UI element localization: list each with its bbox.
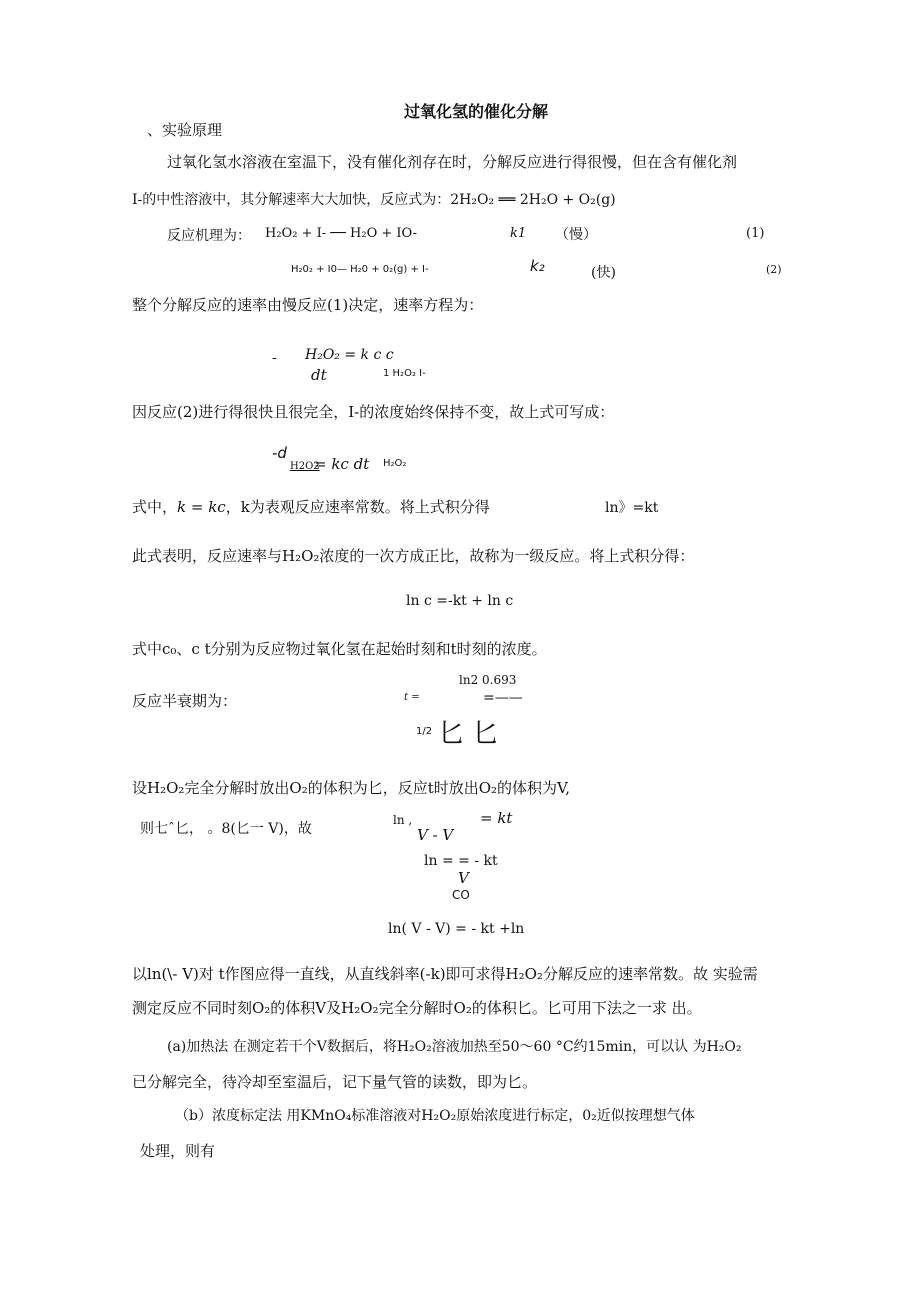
mechanism-label: 反应机理为： — [167, 228, 251, 244]
rate-eq-dt: dt — [311, 366, 327, 384]
section-heading: 、实验原理 — [147, 121, 223, 139]
paragraph-line: 因反应(2)进行得很快且很完全，I-的浓度始终保持不变，故上式可写成： — [132, 403, 615, 421]
formula-keq: k = kc — [177, 498, 226, 516]
rate-eq-minus: - — [272, 350, 277, 366]
half-life-t: t = — [404, 692, 420, 703]
half-life-glyphs: 匕 匕 — [438, 719, 499, 749]
page-title: 过氧化氢的催化分解 — [404, 102, 549, 121]
then-text: 则七ˆ匕， 。8(匕一 V)，故 — [140, 821, 312, 837]
eq3-d: -d — [272, 444, 287, 462]
rate-constant-k2: k₂ — [530, 257, 545, 275]
paragraph-line: 以ln(\- V)对 t作图应得一直线，从直线斜率(-k)即可求得H₂O₂分解反应的速率常数。故 实验需 — [132, 965, 758, 983]
eq3-subscript: H2O2 — [290, 461, 320, 472]
mechanism-eq2: H₂0₂ + I0— H₂0 + 0₂(g) + I- — [291, 264, 429, 275]
then-vv: V - V — [417, 826, 454, 844]
half-life-numerators: ln2 0.693 — [459, 673, 517, 687]
then-ln3: ln( V - V) = - kt +ln — [388, 921, 525, 937]
formula-ln: ln》=kt — [605, 500, 659, 516]
then-ln2: ln = = - kt — [424, 853, 498, 869]
rate-eq-sub: 1 H₂O₂ I- — [383, 368, 426, 379]
equation-number-1: (1) — [746, 226, 765, 241]
then-co: CO — [452, 888, 470, 902]
paragraph-line: I-的中性溶液中，其分解速率大大加快，反应式为：2H₂O₂ ══ 2H₂O + O₂(g) — [132, 192, 616, 208]
eq3-rest: = kc dt — [314, 455, 370, 473]
paragraph-line: 处理，则有 — [140, 1142, 216, 1160]
formula-line — [132, 496, 490, 517]
paragraph-line: 测定反应不同时刻O₂的体积V及H₂O₂完全分解时O₂的体积匕。匕可用下法之一求 出。 — [132, 999, 702, 1017]
fast-label: (快) — [591, 265, 616, 281]
rate-constant-k1: k1 — [510, 226, 527, 241]
paragraph-line: (a)加热法 在测定若干个V数据后，将H₂O₂溶液加热至50～60 °C约15min，可以认 为H₂O₂ — [167, 1039, 742, 1055]
then-kt1: = kt — [480, 809, 513, 827]
formula-post: ，k为表观反应速率常数。将上式积分得 — [225, 498, 490, 516]
formula-pre: 式中， — [132, 498, 178, 516]
paragraph-line: 整个分解反应的速率由慢反应(1)决定，速率方程为： — [132, 296, 484, 314]
rate-eq-top: H₂O₂ = k c c — [305, 347, 394, 363]
paragraph-line: 过氧化氢水溶液在室温下，没有催化剂存在时，分解反应进行得很慢，但在含有催化剂 — [167, 153, 738, 171]
equation-number-2: (2) — [766, 263, 782, 276]
then-v: V — [458, 869, 469, 887]
mechanism-eq1: H₂O₂ + I- ── H₂O + IO- — [265, 226, 418, 241]
equation-ln: ln c =-kt + ln c — [406, 593, 514, 609]
half-life-equals: =—— — [483, 690, 523, 706]
half-life-label: 反应半衰期为： — [132, 692, 238, 710]
paragraph-line: （b）浓度标定法 用KMnO₄标准溶液对H₂O₂原始浓度进行标定，0₂近似按理想气体 — [175, 1108, 695, 1124]
slow-label: （慢） — [555, 227, 597, 243]
eq3-h2o2: H₂O₂ — [383, 458, 407, 469]
paragraph-line: 式中c₀、c t分别为反应物过氧化氢在起始时刻和t时刻的浓度。 — [132, 640, 547, 658]
half-life-subscript: 1/2 — [416, 726, 433, 737]
paragraph-line: 此式表明，反应速率与H₂O₂浓度的一次方成正比，故称为一级反应。将上式积分得： — [132, 547, 695, 565]
paragraph-line: 设H₂O₂完全分解时放出O₂的体积为匕，反应t时放出O₂的体积为V, — [132, 779, 571, 797]
then-ln1: ln , — [393, 813, 413, 827]
paragraph-line: 已分解完全，待冷却至室温后，记下量气管的读数，即为匕。 — [132, 1073, 538, 1091]
